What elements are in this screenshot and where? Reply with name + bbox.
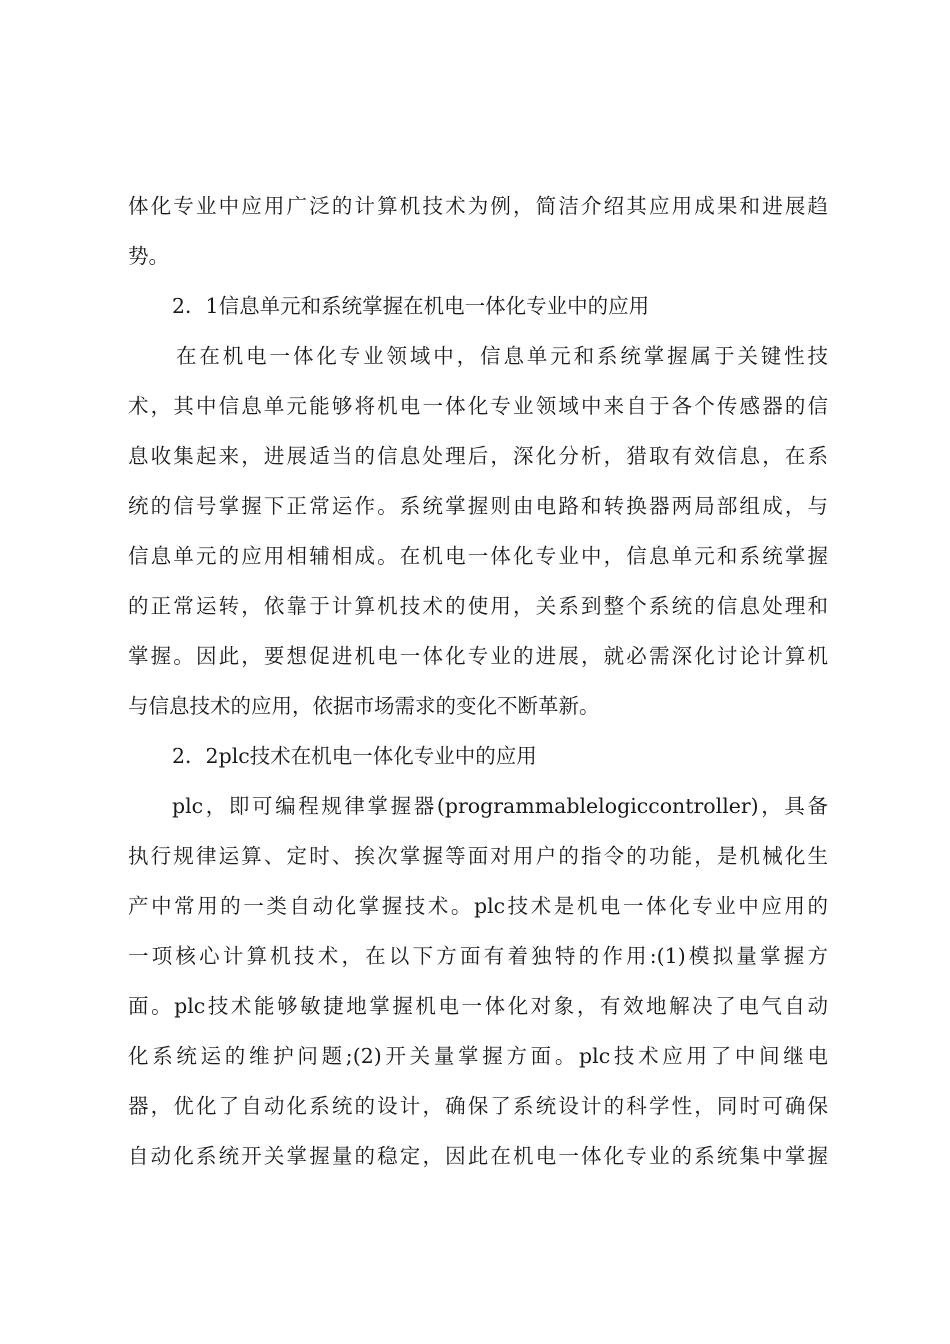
paragraph-line: 与信息技术的应用，依据市场需求的变化不断革新。 xyxy=(128,694,600,718)
paragraph-line: 一项核心计算机技术，在以下方面有着独特的作用:(1)模拟量掌握方 xyxy=(128,944,828,968)
paragraph-line: 执行规律运算、定时、挨次掌握等面对用户的指令的功能，是机械化生 xyxy=(128,844,828,868)
section-heading: 2．2plc技术在机电一体化专业中的应用 xyxy=(172,744,537,768)
paragraph-line: 掌握。因此，要想促进机电一体化专业的进展，就必需深化讨论计算机 xyxy=(128,644,828,668)
paragraph-line: 势。 xyxy=(128,244,169,268)
paragraph-line: 面。plc技术能够敏捷地掌握机电一体化对象，有效地解决了电气自动 xyxy=(128,994,828,1018)
paragraph-line: 术，其中信息单元能够将机电一体化专业领域中来自于各个传感器的信 xyxy=(128,394,828,418)
section-heading: 2．1信息单元和系统掌握在机电一体化专业中的应用 xyxy=(172,294,650,318)
paragraph-line: 体化专业中应用广泛的计算机技术为例，简洁介绍其应用成果和进展趋 xyxy=(128,194,828,218)
paragraph-line: 息收集起来，进展适当的信息处理后，深化分析，猎取有效信息，在系 xyxy=(128,444,828,468)
paragraph-line: 的正常运转，依靠于计算机技术的使用，关系到整个系统的信息处理和 xyxy=(128,594,828,618)
paragraph-line: 在在机电一体化专业领域中，信息单元和系统掌握属于关键性技 xyxy=(176,344,828,368)
paragraph-line: 化系统运的维护问题;(2)开关量掌握方面。plc技术应用了中间继电 xyxy=(128,1044,828,1068)
paragraph-line: plc，即可编程规律掌握器(programmablelogiccontroller)，具备 xyxy=(172,794,828,818)
paragraph-line: 信息单元的应用相辅相成。在机电一体化专业中，信息单元和系统掌握 xyxy=(128,544,828,568)
paragraph-line: 产中常用的一类自动化掌握技术。plc技术是机电一体化专业中应用的 xyxy=(128,894,828,918)
paragraph-line: 统的信号掌握下正常运作。系统掌握则由电路和转换器两局部组成，与 xyxy=(128,494,828,518)
paragraph-line: 器，优化了自动化系统的设计，确保了系统设计的科学性，同时可确保 xyxy=(128,1094,828,1118)
paragraph-line: 自动化系统开关掌握量的稳定，因此在机电一体化专业的系统集中掌握 xyxy=(128,1144,828,1168)
